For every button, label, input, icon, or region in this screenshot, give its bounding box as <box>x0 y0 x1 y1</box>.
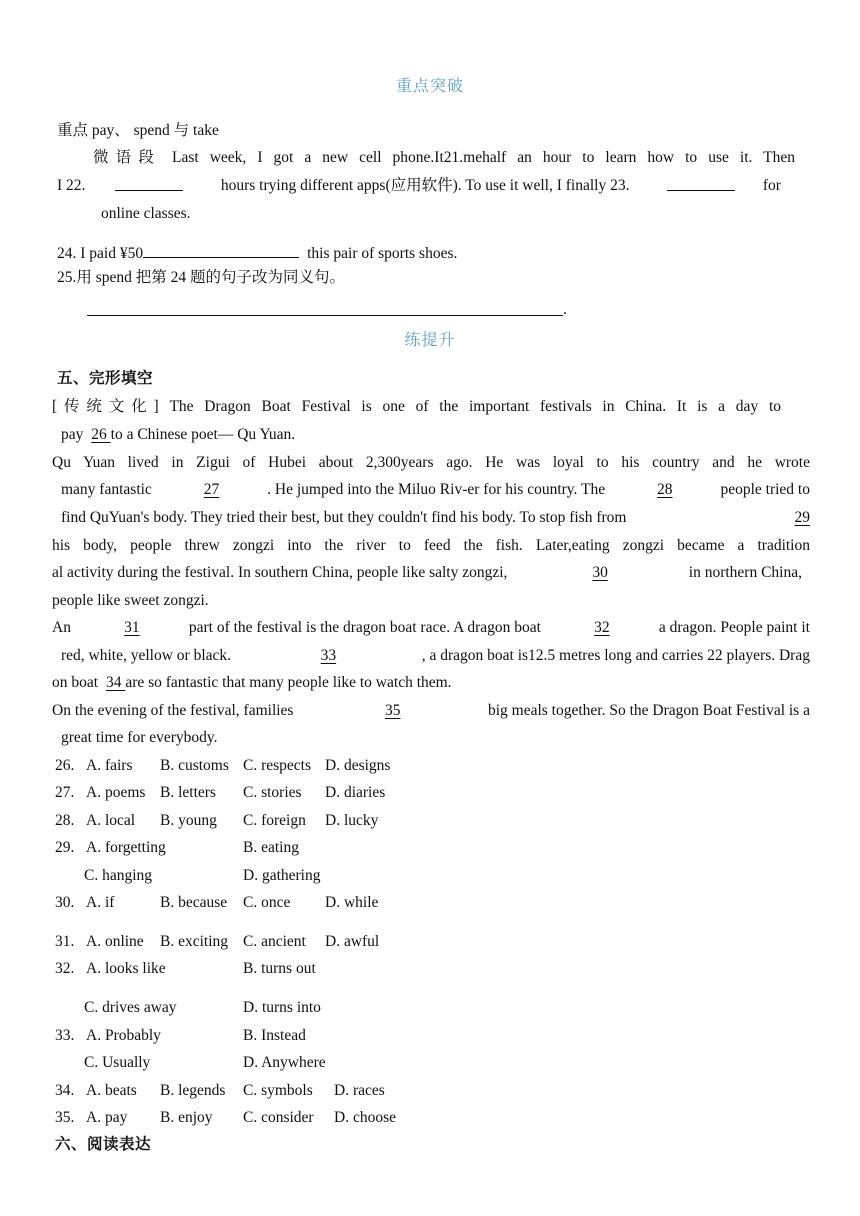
section6-heading: 六、阅读表达 <box>55 1136 152 1153</box>
option-num: 27. <box>55 784 75 801</box>
cloze-line-7 <box>52 563 802 583</box>
q24-text-end: this pair of sports shoes. <box>307 245 458 262</box>
text: people tried to <box>720 481 810 498</box>
cloze-line-4 <box>61 480 810 500</box>
option-b[interactable]: B. Instead <box>243 1027 306 1044</box>
option-c[interactable]: C. symbols <box>243 1082 313 1099</box>
option-c[interactable]: C. hanging <box>84 867 153 884</box>
cloze-line-3: Qu Yuan lived in Zigui of Hubei about 2,300years ago. He was loyal to his country and he wrote <box>52 454 810 471</box>
cloze-line-11 <box>52 673 452 693</box>
option-c[interactable]: C. ancient <box>243 933 306 950</box>
blank-33[interactable]: 33 <box>320 647 337 664</box>
blank-26[interactable]: 26 <box>91 426 111 443</box>
answer-line-end: . <box>563 301 567 318</box>
cloze-line-5 <box>61 508 810 528</box>
option-d[interactable]: D. diaries <box>325 784 386 801</box>
blank-28[interactable]: 28 <box>657 481 673 498</box>
option-b[interactable]: B. young <box>160 812 217 829</box>
text: part of the festival is the dragon boat race. A dragon boat <box>188 619 541 636</box>
blank-24[interactable] <box>143 243 299 258</box>
option-b[interactable]: B. customs <box>160 757 229 774</box>
option-num: 26. <box>55 757 75 774</box>
option-num: 32. <box>55 960 75 977</box>
cloze-line-13: great time for everybody. <box>61 729 218 746</box>
text: . He jumped into the Miluo Riv-er for his country. The <box>267 481 606 498</box>
blank-32[interactable]: 32 <box>594 619 610 636</box>
option-b[interactable]: B. enjoy <box>160 1109 213 1126</box>
option-num: 30. <box>55 894 75 911</box>
section-title-practice: 练提升 <box>404 332 456 349</box>
text: red, white, yellow or black. <box>61 647 232 664</box>
cloze-line-2 <box>61 425 295 445</box>
option-c[interactable]: C. Usually <box>84 1054 151 1071</box>
text: in northern China, <box>688 564 802 581</box>
blank-23[interactable] <box>667 176 735 191</box>
option-a[interactable]: A. beats <box>86 1082 137 1099</box>
text: on boat <box>52 674 102 691</box>
option-b[interactable]: B. legends <box>160 1082 226 1099</box>
section-title-focus: 重点突破 <box>395 78 464 95</box>
option-a[interactable]: A. if <box>86 894 115 911</box>
option-b[interactable]: B. letters <box>160 784 216 801</box>
option-d[interactable]: D. lucky <box>325 812 379 829</box>
text: , a dragon boat is12.5 metres long and carries 22 players. Drag <box>421 647 810 664</box>
text: a dragon. People paint it <box>658 619 810 636</box>
option-c[interactable]: C. foreign <box>243 812 306 829</box>
text: big meals together. So the Dragon Boat Festival is a <box>487 702 810 719</box>
option-d[interactable]: D. turns into <box>243 999 321 1016</box>
option-num: 31. <box>55 933 75 950</box>
answer-line-25[interactable] <box>87 315 563 316</box>
blank-34[interactable]: 34 <box>105 674 126 691</box>
option-d[interactable]: D. races <box>334 1082 385 1099</box>
cloze-line-9 <box>52 618 810 638</box>
cloze-line-10 <box>61 646 810 666</box>
option-c[interactable]: C. stories <box>243 784 302 801</box>
option-c[interactable]: C. drives away <box>84 999 177 1016</box>
blank-30[interactable]: 30 <box>592 564 608 581</box>
option-d[interactable]: D. Anywhere <box>243 1054 326 1071</box>
text: An <box>52 619 71 636</box>
option-a[interactable]: A. pay <box>86 1109 128 1126</box>
text: al activity during the festival. In southern China, people like salty zongzi, <box>52 564 508 581</box>
question-24 <box>57 243 457 264</box>
option-a[interactable]: A. poems <box>86 784 146 801</box>
option-c[interactable]: C. once <box>243 894 291 911</box>
option-a[interactable]: A. fairs <box>86 757 133 774</box>
option-d[interactable]: D. designs <box>325 757 391 774</box>
section5-heading: 五、完形填空 <box>57 370 154 387</box>
cloze-line-12 <box>52 701 810 721</box>
option-b[interactable]: B. eating <box>243 839 299 856</box>
blank-31[interactable]: 31 <box>124 619 140 636</box>
option-d[interactable]: D. awful <box>325 933 380 950</box>
micro-paragraph-line1: 微语段 Last week, I got a new cell phone.It21.mehalf an hour to learn how to use it. Then <box>93 149 795 166</box>
text: hours trying different apps(应用软件). To use it well, I finally 23. <box>220 177 630 194</box>
option-num: 28. <box>55 812 75 829</box>
text: for <box>762 177 781 194</box>
option-c[interactable]: C. respects <box>243 757 312 774</box>
option-num: 34. <box>55 1082 75 1099</box>
option-a[interactable]: A. forgetting <box>86 839 166 856</box>
option-b[interactable]: B. turns out <box>243 960 316 977</box>
text: are so fantastic that many people like to watch them. <box>125 674 452 691</box>
option-a[interactable]: A. online <box>86 933 144 950</box>
question-25: 25.用 spend 把第 24 题的句子改为同义句。 <box>57 269 346 286</box>
option-d[interactable]: D. gathering <box>243 867 321 884</box>
micro-paragraph-line3: online classes. <box>101 205 191 222</box>
blank-29[interactable]: 29 <box>794 509 810 526</box>
option-a[interactable]: A. Probably <box>86 1027 161 1044</box>
text: many fantastic <box>61 481 152 498</box>
cloze-line-1: [传统文化] The Dragon Boat Festival is one of the important festivals in China. It is a day to <box>52 398 781 415</box>
cloze-line-8: people like sweet zongzi. <box>52 592 209 609</box>
option-c[interactable]: C. consider <box>243 1109 314 1126</box>
blank-22[interactable] <box>115 176 183 191</box>
blank-35[interactable]: 35 <box>384 702 401 719</box>
option-num: 35. <box>55 1109 75 1126</box>
cloze-line-6: his body, people threw zongzi into the river to feed the fish. Later,eating zongzi became a tradition <box>52 537 810 554</box>
text: I 22. <box>57 177 86 194</box>
text: On the evening of the festival, families <box>52 702 294 719</box>
option-num: 33. <box>55 1027 75 1044</box>
text: find QuYuan's body. They tried their best, but they couldn't find his body. To stop fish from <box>61 509 627 526</box>
option-d[interactable]: D. choose <box>334 1109 396 1126</box>
text: to a Chinese poet— Qu Yuan. <box>110 426 296 443</box>
option-d[interactable]: D. while <box>325 894 379 911</box>
option-num: 29. <box>55 839 75 856</box>
micro-paragraph-line2 <box>57 176 781 196</box>
focus-point: 重点 pay、 spend 与 take <box>57 122 219 139</box>
option-a[interactable]: A. looks like <box>86 960 166 977</box>
option-a[interactable]: A. local <box>86 812 136 829</box>
blank-27[interactable]: 27 <box>203 481 220 498</box>
q24-text: 24. I paid ¥50 <box>57 245 144 262</box>
option-b[interactable]: B. exciting <box>160 933 229 950</box>
option-b[interactable]: B. because <box>160 894 228 911</box>
text: pay <box>61 426 88 443</box>
